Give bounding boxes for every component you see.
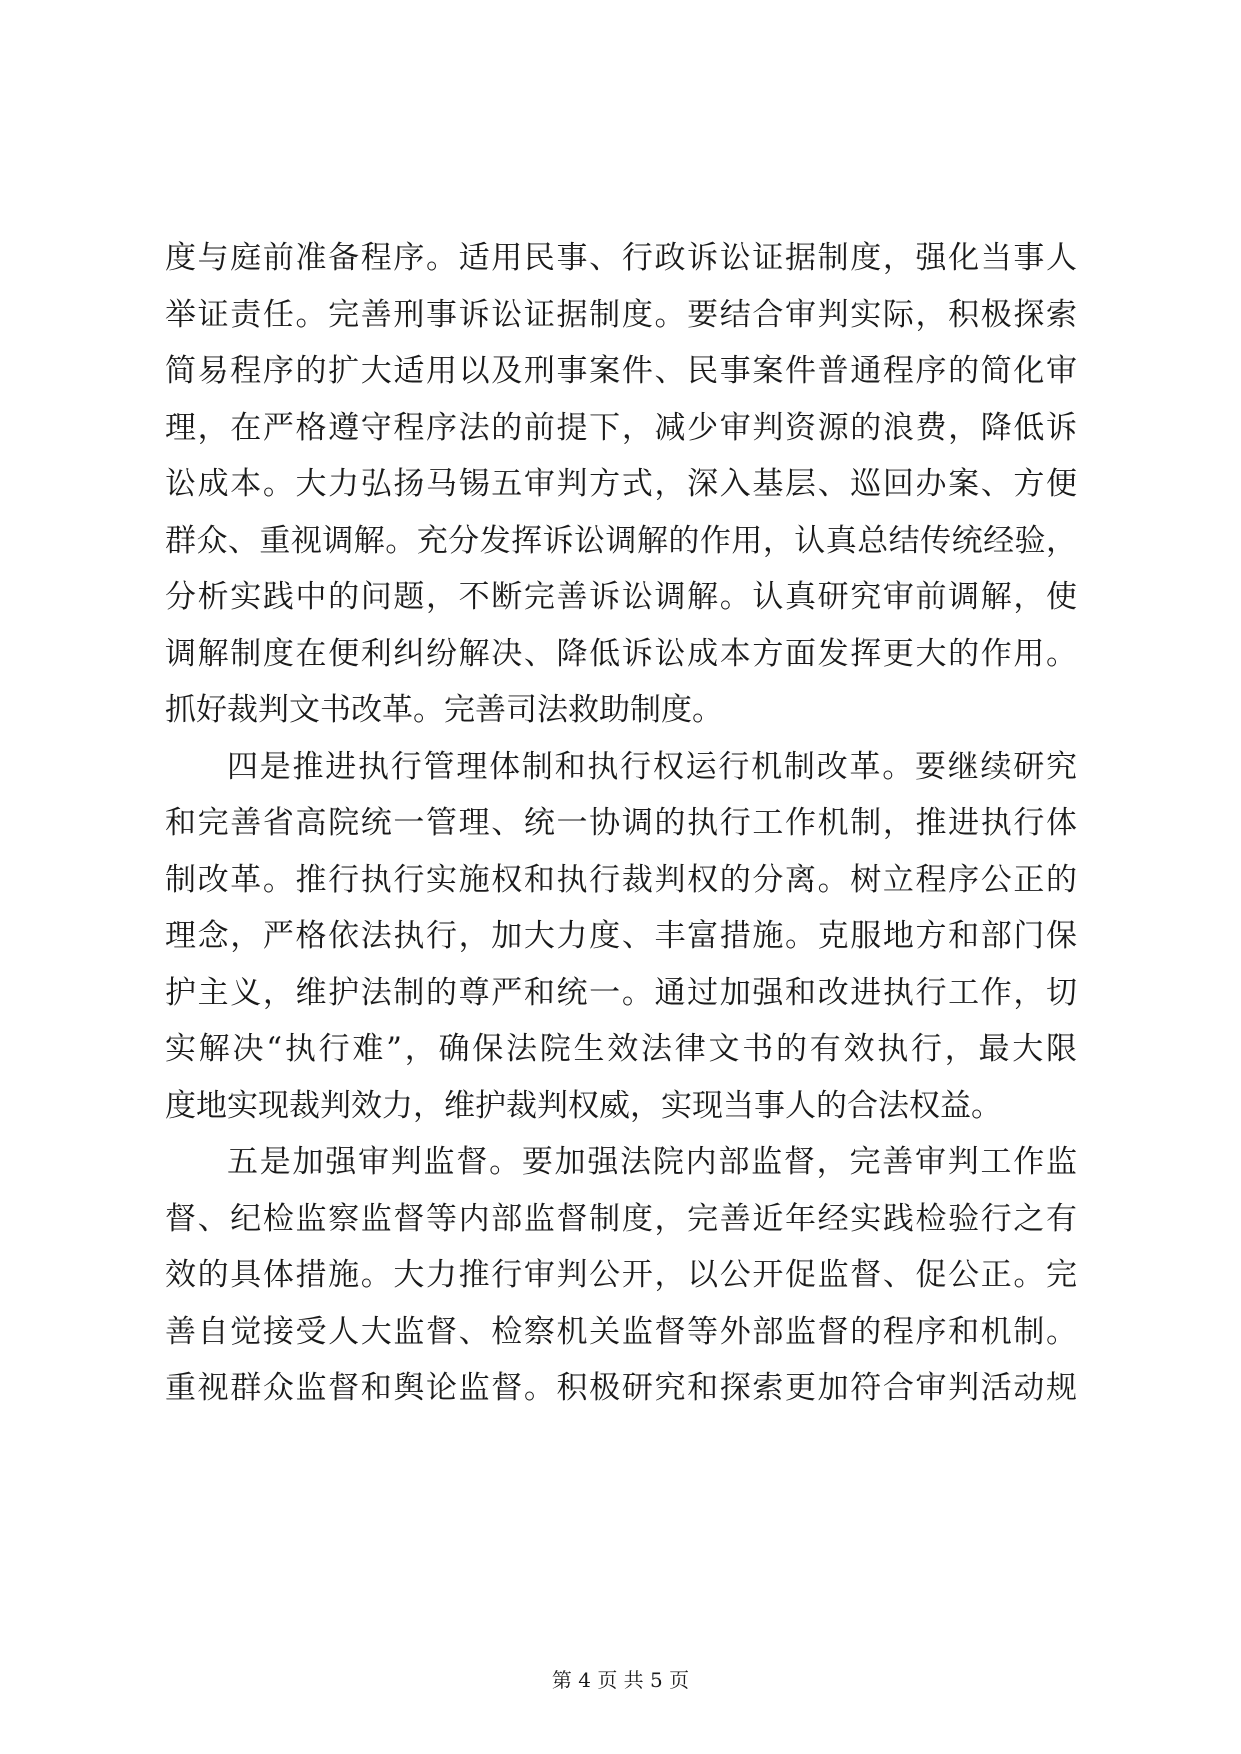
text-line: 理念，严格依法执行，加大力度、丰富措施。克服地方和部门保 [165, 918, 1077, 954]
text-line: 讼成本。大力弘扬马锡五审判方式，深入基层、巡回办案、方便 [165, 466, 1077, 502]
text-line: 实解决“执行难”，确保法院生效法律文书的有效执行，最大限 [165, 1031, 1077, 1067]
page-footer: 第 4 页 共 5 页 [551, 1668, 690, 1692]
paragraph [165, 1134, 1077, 1417]
paragraph [165, 230, 1077, 739]
text-line: 度与庭前准备程序。适用民事、行政诉讼证据制度，强化当事人 [165, 240, 1077, 276]
text-line: 效的具体措施。大力推行审判公开，以公开促监督、促公正。完 [165, 1257, 1077, 1293]
text-line: 分析实践中的问题，不断完善诉讼调解。认真研究审前调解，使 [165, 579, 1077, 615]
text-line: 重视群众监督和舆论监督。积极研究和探索更加符合审判活动规 [165, 1370, 1077, 1406]
text-line: 度地实现裁判效力，维护裁判权威，实现当事人的合法权益。 [165, 1087, 1002, 1124]
text-line: 善自觉接受人大监督、检察机关监督等外部监督的程序和机制。 [165, 1313, 1077, 1350]
text-line: 督、纪检监察监督等内部监督制度，完善近年经实践检验行之有 [165, 1200, 1077, 1237]
text-line: 和完善省高院统一管理、统一协调的执行工作机制，推进执行体 [165, 805, 1077, 841]
text-line: 制改革。推行执行实施权和执行裁判权的分离。树立程序公正的 [165, 861, 1077, 898]
text-line: 群众、重视调解。充分发挥诉讼调解的作用，认真总结传统经验， [165, 522, 1077, 559]
text-line: 简易程序的扩大适用以及刑事案件、民事案件普通程序的简化审 [165, 353, 1077, 389]
text-line: 调解制度在便利纠纷解决、降低诉讼成本方面发挥更大的作用。 [165, 635, 1077, 672]
document-body [165, 230, 1077, 1417]
paragraph [165, 739, 1077, 1135]
text-line: 五是加强审判监督。要加强法院内部监督，完善审判工作监 [227, 1144, 1077, 1180]
text-line: 护主义，维护法制的尊严和统一。通过加强和改进执行工作，切 [165, 974, 1077, 1011]
text-line: 抓好裁判文书改革。完善司法救助制度。 [165, 692, 723, 728]
text-line: 举证责任。完善刑事诉讼证据制度。要结合审判实际，积极探索 [165, 296, 1077, 333]
text-line: 理，在严格遵守程序法的前提下，减少审判资源的浪费，降低诉 [165, 409, 1077, 446]
text-line: 四是推进执行管理体制和执行权运行机制改革。要继续研究 [227, 748, 1077, 785]
